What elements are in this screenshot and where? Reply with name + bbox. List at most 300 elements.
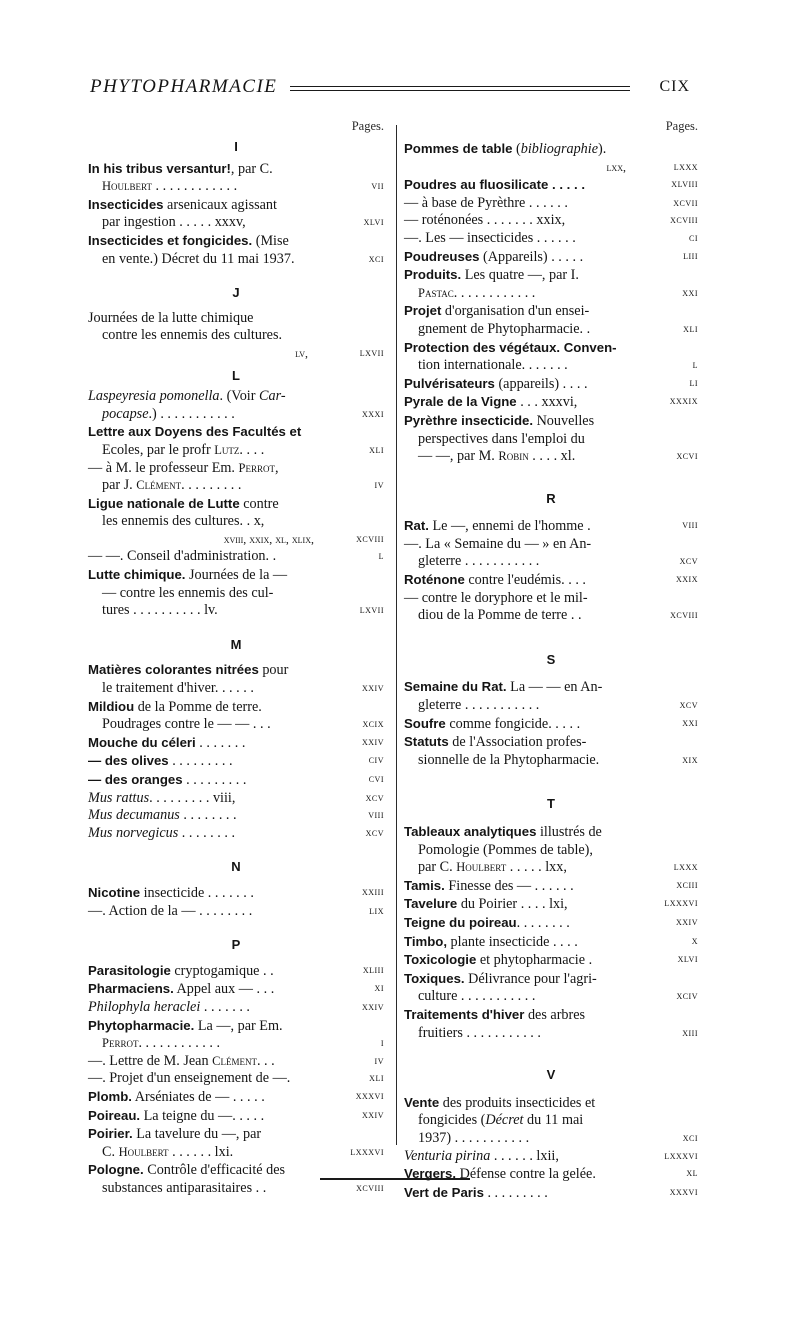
index-entry	[404, 895, 698, 914]
index-entry	[404, 212, 698, 230]
entry-text: La — — en An-	[506, 679, 603, 696]
leader-dots: . . . .	[239, 441, 265, 458]
entry-term: Insecticides	[88, 196, 164, 212]
section-letter-t: T	[547, 796, 555, 812]
entry-text: (appareils) . . . .	[494, 375, 588, 392]
entry-term: Traitements d'hiver	[404, 1006, 525, 1022]
index-entry	[404, 302, 698, 338]
index-entry	[404, 590, 698, 625]
entry-text: — à M. le professeur Em.	[88, 459, 239, 476]
page-ref: xiii	[682, 1026, 698, 1039]
index-entry	[88, 388, 384, 423]
page-ref: xxiv	[676, 915, 698, 928]
entry-term: Timbo,	[404, 933, 447, 949]
page-ref: lix	[369, 904, 384, 917]
entry-text: — contre le doryphore et le mil-	[404, 589, 588, 606]
entry-term: Mus rattus	[88, 789, 150, 806]
page-ref: xxiv	[362, 1108, 384, 1121]
entry-text: par C.	[418, 859, 457, 876]
index-entry	[88, 1125, 384, 1161]
entry-text: Nouvelles	[533, 412, 595, 429]
index-entry	[404, 571, 698, 590]
entry-term: Poirier.	[88, 1126, 133, 1142]
entry-text: par ingestion . . . . . xxxv,	[102, 214, 246, 231]
index-entry	[88, 1017, 384, 1053]
section-letter-p: P	[231, 937, 241, 953]
entry-term: Vergers.	[404, 1166, 457, 1182]
entry-text: sionnelle de la Phytopharmacie.	[418, 751, 600, 768]
leader-dots: . . . . . . . . .	[181, 477, 242, 494]
entry-term: Ligue nationale de Lutte	[88, 495, 240, 511]
entry-text: fruitiers . . . . . . . . . . .	[418, 1024, 541, 1041]
entry-text: fongicides (	[418, 1112, 486, 1129]
index-entry	[404, 715, 698, 734]
index-column-left	[88, 118, 384, 1197]
entry-author: Houlbert	[102, 179, 152, 194]
index-entry	[88, 1053, 384, 1071]
entry-term: Teigne du poireau	[404, 914, 517, 930]
page-ref: xcv	[365, 826, 384, 839]
entry-text: de l'Association profes-	[448, 734, 587, 751]
entry-text: gleterre . . . . . . . . . . .	[418, 553, 540, 570]
section-letter-s: S	[546, 651, 556, 667]
index-entry	[404, 1094, 698, 1148]
page-ref: xci	[368, 252, 384, 265]
entry-text: Décret	[485, 1112, 524, 1129]
entry-text: La —, par Em.	[194, 1017, 283, 1034]
page-ref: xciii	[676, 878, 698, 891]
entry-text: Appel aux — . . .	[173, 981, 275, 998]
page-ref: li	[689, 376, 698, 389]
entry-text: tures . . . . . . . . . . lv.	[102, 602, 218, 619]
section-letter-m: M	[230, 636, 242, 652]
entry-text: 1937) . . . . . . . . . . .	[418, 1129, 530, 1146]
page-ref: xxxi	[362, 407, 384, 420]
entry-text: culture . . . . . . . . . . .	[418, 988, 536, 1005]
index-entry	[404, 375, 698, 394]
entry-text: , par C.	[230, 160, 273, 177]
entry-term: Pyrèthre insecticide.	[404, 412, 534, 428]
index-entry	[88, 566, 384, 620]
entry-term: Mus norvegicus	[88, 824, 179, 841]
page-ref: xcvii	[673, 196, 698, 209]
column-divider	[396, 125, 397, 1145]
page-ref: xcv	[679, 555, 698, 568]
entry-term: Vert de Paris	[404, 1184, 484, 1200]
page-ref: xl	[686, 1167, 698, 1180]
entry-author: Clément	[212, 1053, 257, 1068]
leader-dots: . . . . . . .	[200, 998, 250, 1015]
page-ref: liii	[683, 249, 698, 262]
entry-term: Matières colorantes nitrées	[88, 662, 259, 678]
page-ref: xxiv	[362, 1000, 384, 1013]
entry-text: tion internationale. . . . . . .	[418, 357, 568, 374]
page-ref: lxvii	[359, 604, 384, 617]
entry-term: Tamis.	[404, 877, 445, 893]
entry-text: ,	[274, 459, 279, 476]
entry-text: et phytopharmacie .	[476, 952, 593, 969]
entry-text: pocapse	[102, 405, 149, 422]
index-entry	[88, 999, 384, 1017]
page-ref: lxx,	[606, 159, 626, 174]
index-entry	[404, 536, 698, 571]
leader-dots: . . . . . . . .	[516, 914, 570, 931]
leader-dots: . . . . . . . . . . . .	[138, 1035, 221, 1052]
index-entry	[404, 517, 698, 536]
index-entry	[88, 548, 384, 566]
page-ref: xcix	[362, 718, 384, 731]
page-number: CIX	[659, 78, 690, 95]
index-entry	[88, 790, 384, 808]
index-entry	[88, 310, 384, 363]
page-ref: xcv	[365, 791, 384, 804]
leader-dots: . . . . . . . . .	[168, 753, 233, 770]
entry-term: Soufre	[404, 715, 446, 731]
entry-text: en vente.) Décret du 11 mai 1937.	[102, 250, 295, 267]
index-entry	[404, 266, 698, 302]
index-entry	[404, 339, 698, 375]
entry-term: — des oranges	[88, 772, 183, 787]
index-entry	[404, 176, 698, 195]
entry-term: Pommes de table	[404, 141, 513, 156]
index-entry	[88, 495, 384, 549]
page-ref: xcviii	[670, 214, 698, 227]
index-entry	[404, 914, 698, 933]
index-entry	[88, 160, 384, 196]
header-rule	[290, 86, 630, 87]
entry-text: Car-	[259, 388, 286, 405]
entry-text: du Poirier . . . . lxi,	[457, 896, 568, 913]
section-letter-n: N	[231, 859, 241, 875]
leader-dots: . . . . . . . . . . . .	[453, 284, 536, 301]
entry-term: Laspeyresia pomonella	[88, 388, 220, 405]
page-ref: xxiv	[362, 682, 384, 695]
entry-term: Nicotine	[88, 884, 141, 900]
index-entry	[88, 903, 384, 921]
leader-dots: . . . . . . . . . viii,	[149, 789, 236, 806]
page-ref: viii	[368, 809, 384, 822]
entry-text: . (Voir	[219, 388, 260, 405]
index-entry	[88, 771, 384, 790]
entry-text: contre	[239, 495, 279, 512]
index-entry	[88, 698, 384, 734]
leader-dots: . . . . . . . . .	[182, 772, 247, 788]
entry-text: des arbres	[524, 1006, 586, 1023]
entry-text: Les quatre —, par I.	[461, 267, 579, 284]
entry-term: Protection des végétaux. Conven-	[404, 339, 617, 355]
entry-text: — roténonées . . . . . . . xxix,	[404, 212, 566, 229]
leader-dots: . . . . xl.	[528, 448, 576, 465]
entry-text: Finesse des — . . . . . .	[444, 877, 574, 894]
leader-dots: . . . . . . .	[195, 734, 246, 751]
entry-text: —. Les — insecticides . . . . . .	[404, 229, 576, 246]
entry-author: Perrot	[238, 460, 275, 475]
page-ref: lxxx	[673, 160, 698, 173]
entry-text: (Appareils) . . . . .	[479, 248, 584, 265]
entry-text: substances antiparasitaires . .	[102, 1179, 267, 1196]
page-ref: vii	[371, 180, 384, 193]
page-ref: i	[380, 1037, 384, 1050]
index-entry	[404, 412, 698, 466]
entry-term: Tavelure	[404, 896, 458, 912]
page-ref: xxiii	[361, 885, 384, 898]
leader-dots: . . . . . . . . .	[483, 1184, 548, 1201]
index-entry	[88, 980, 384, 999]
entry-term: Roténone	[404, 572, 465, 588]
entry-term: Insecticides et fongicides.	[88, 232, 253, 248]
entry-text: —. Lettre de M. Jean	[88, 1052, 213, 1069]
page-ref: xxix	[676, 573, 698, 586]
entry-text: gleterre . . . . . . . . . . .	[418, 697, 540, 714]
pages-label: Pages.	[665, 119, 698, 133]
page-ref: lxxx	[673, 861, 698, 874]
entry-text: par J.	[102, 477, 137, 494]
entry-term: Philophyla heraclei	[88, 998, 201, 1015]
entry-text: . . . xxxvi,	[516, 394, 578, 411]
entry-text: arsenicaux agissant	[163, 196, 277, 213]
pages-label: Pages.	[351, 119, 384, 133]
page-ref: xxi	[682, 286, 698, 299]
entry-text: de la Pomme de terre.	[134, 698, 262, 715]
index-entry	[88, 807, 384, 825]
page-ref: xix	[682, 753, 698, 766]
index-entry	[88, 423, 384, 459]
page-ref: xcv	[679, 699, 698, 712]
entry-term: Vente	[404, 1094, 440, 1110]
page-ref: xcviii	[356, 532, 384, 545]
page-ref: xlvi	[677, 953, 698, 966]
index-entry	[404, 933, 698, 952]
page-ref: xlviii	[671, 178, 698, 191]
leader-dots: . . . . . . . .	[179, 807, 237, 824]
page-ref: cvi	[368, 773, 384, 785]
entry-text: — à base de Pyrèthre . . . . . .	[404, 194, 568, 211]
entry-text: Délivrance pour l'agri-	[464, 970, 597, 987]
entry-term: Mouche du céleri	[88, 734, 196, 750]
index-column-right	[404, 118, 698, 1202]
entry-term: Toxiques.	[404, 970, 465, 986]
index-entry	[88, 460, 384, 495]
entry-author: Clément	[136, 478, 182, 493]
entry-term: Poireau.	[88, 1107, 141, 1123]
running-title: PHYTOPHARMACIE	[90, 76, 278, 97]
index-entry	[88, 752, 384, 771]
page-ref: lv,	[295, 345, 308, 360]
entry-text: diou de la Pomme de terre . .	[418, 607, 582, 624]
entry-term: Projet	[404, 303, 442, 319]
leader-dots: . . . . . lxx,	[506, 859, 567, 876]
entry-term: Lutte chimique.	[88, 567, 186, 583]
entry-text: —. Projet d'un enseignement de —.	[88, 1070, 291, 1087]
page-ref: xviii, xxix, xl, xlix,	[223, 531, 314, 546]
index-entry	[88, 825, 384, 843]
entry-term: Phytopharmacie.	[88, 1017, 195, 1033]
entry-text: — —, par M.	[418, 448, 499, 465]
section-letter-l: L	[232, 367, 240, 383]
page-ref: xxiv	[362, 735, 384, 748]
entry-text: gnement de Phytopharmacie. .	[418, 320, 591, 337]
page-ref: xcvi	[676, 450, 698, 463]
entry-text: Le —, ennemi de l'homme .	[428, 518, 591, 535]
entry-term: Poudreuses	[404, 248, 480, 264]
index-entry	[404, 733, 698, 769]
entry-term: Venturia pirina	[404, 1147, 491, 1164]
entry-text: Journées de la —	[185, 567, 288, 584]
page-ref: xxxvi	[355, 1089, 384, 1102]
index-entry	[404, 140, 698, 176]
leader-dots: .) . . . . . . . . . . .	[148, 405, 235, 422]
entry-term: Pologne.	[88, 1162, 144, 1178]
index-entry	[404, 230, 698, 248]
entry-text: d'organisation d'un ensei-	[441, 303, 590, 320]
leader-dots: . . . . . . lxii,	[490, 1147, 559, 1164]
entry-text: —. La « Semaine du — » en An-	[404, 535, 592, 552]
entry-text: La teigne du —. . . . .	[140, 1107, 265, 1124]
entry-text: comme fongicide. . . . .	[445, 715, 581, 732]
entry-term: Rat.	[404, 518, 429, 534]
index-entry	[404, 951, 698, 970]
entry-term: Toxicologie	[404, 952, 477, 968]
index-entry	[404, 1006, 698, 1042]
page-ref: lxxxvi	[664, 1149, 698, 1162]
entry-author: Houlbert	[118, 1144, 169, 1159]
entry-text: (	[512, 141, 521, 157]
entry-term: In his tribus versantur!	[88, 160, 231, 176]
entry-text: Défense contre la gelée.	[456, 1166, 596, 1183]
index-entry	[88, 1088, 384, 1107]
entry-term: Semaine du Rat.	[404, 679, 507, 695]
entry-author: Lutz	[214, 442, 240, 457]
page-ref: xli	[369, 443, 384, 456]
page-ref: xliii	[362, 963, 384, 976]
index-entry	[88, 661, 384, 697]
entry-author: Pastac	[418, 285, 454, 300]
index-entry	[88, 734, 384, 753]
entry-term: Pulvérisateurs	[404, 375, 495, 391]
index-entry	[404, 1184, 698, 1203]
entry-text: le traitement d'hiver. . . . . .	[102, 680, 254, 697]
page-ref: lxxxvi	[350, 1145, 384, 1158]
page-ref: xlvi	[363, 216, 384, 229]
entry-text: les ennemis des cultures. . x,	[102, 513, 265, 530]
entry-term: Lettre aux Doyens des Facultés et	[88, 424, 302, 440]
entry-text: Pomologie (Pommes de table),	[418, 841, 593, 858]
entry-text: ).	[598, 141, 607, 157]
section-letter-i: I	[234, 139, 238, 154]
leader-dots: . . . . . . . . . . . .	[155, 178, 238, 195]
page-ref: xcviii	[670, 609, 698, 622]
entry-term: Journées	[88, 309, 138, 326]
page-ref: l	[378, 550, 384, 563]
index-entry	[404, 1148, 698, 1166]
entry-author: Houlbert	[456, 860, 507, 875]
page-ref: civ	[368, 754, 384, 767]
page-ref: xxxvi	[669, 1185, 698, 1198]
index-entry	[88, 232, 384, 268]
entry-text: — —. Conseil d'administration. .	[88, 548, 277, 565]
entry-term: Pyrale de la Vigne	[404, 394, 517, 410]
index-entry	[404, 877, 698, 896]
index-entry	[404, 823, 698, 877]
index-entry	[88, 1107, 384, 1126]
page-ref: xi	[374, 982, 384, 995]
page-ref: viii	[682, 519, 698, 532]
entry-term: — des olives	[88, 753, 169, 769]
leader-dots: . . . . . . . .	[178, 824, 235, 841]
entry-text: Arséniates de — . . . . .	[131, 1088, 265, 1105]
entry-term: Plomb.	[88, 1088, 132, 1104]
entry-text: contre les ennemis des cultures.	[102, 327, 283, 344]
entry-text: C.	[102, 1143, 119, 1160]
page-ref: lxvii	[359, 346, 384, 359]
entry-text: du 11 mai	[523, 1112, 584, 1129]
entry-text: pour	[258, 662, 289, 679]
entry-term: Parasitologie	[88, 962, 171, 978]
entry-text: Ecoles, par le profr	[102, 441, 215, 458]
entry-text: insecticide . . . . . . .	[140, 884, 254, 901]
entry-term: Poudres au fluosilicate . . . . .	[404, 177, 586, 193]
entry-text: contre l'eudémis. . . .	[464, 572, 586, 589]
entry-term: Tableaux analytiques	[404, 824, 537, 839]
running-header	[90, 76, 690, 102]
index-entry	[88, 1070, 384, 1088]
page-ref: iv	[374, 479, 384, 492]
entry-text: illustrés de	[536, 824, 602, 840]
entry-text: —. Action de la — . . . . . . . .	[88, 902, 253, 919]
index-entry	[404, 970, 698, 1006]
page-ref: iv	[374, 1054, 384, 1067]
entry-text: des produits insecticides et	[439, 1094, 596, 1111]
leader-dots: . . .	[256, 1052, 275, 1069]
index-entry	[88, 884, 384, 903]
entry-text: perspectives dans l'emploi du	[418, 430, 585, 447]
page-ref: ci	[689, 231, 698, 244]
index-entry	[88, 962, 384, 981]
page-ref: xli	[369, 1072, 384, 1085]
page-ref: xxi	[682, 716, 698, 729]
entry-term: Produits.	[404, 267, 462, 283]
index-entry	[88, 196, 384, 232]
page-ref: lxxxvi	[664, 897, 698, 910]
entry-text: — contre les ennemis des cul-	[102, 584, 274, 601]
leader-dots: . . . . . . lxi.	[168, 1143, 234, 1160]
page-ref: xli	[683, 322, 698, 335]
page-ref: xci	[682, 1131, 698, 1144]
page-ref: xcviii	[356, 1181, 384, 1194]
index-entry	[404, 393, 698, 412]
index-entry	[404, 195, 698, 213]
entry-term: Statuts	[404, 734, 449, 750]
index-entry	[404, 1165, 698, 1184]
entry-term: Pharmaciens.	[88, 981, 174, 997]
entry-text: de la lutte chimique	[137, 309, 254, 326]
entry-term: Mus decumanus	[88, 807, 180, 824]
entry-text: La tavelure du —, par	[132, 1126, 262, 1143]
entry-text: plante insecticide . . . .	[446, 933, 578, 950]
page-ref: x	[691, 934, 698, 947]
entry-term: Mildiou	[88, 698, 135, 714]
entry-author: Robin	[498, 449, 529, 464]
entry-author: Perrot	[102, 1036, 139, 1051]
section-letter-v: V	[546, 1067, 556, 1083]
page-ref: xciv	[676, 990, 698, 1003]
entry-text: (Mise	[252, 232, 289, 249]
index-entry	[404, 678, 698, 714]
section-letter-r: R	[546, 490, 556, 506]
closing-rule	[320, 1178, 470, 1180]
entry-text: bibliographie	[520, 141, 598, 157]
index-entry	[404, 248, 698, 267]
